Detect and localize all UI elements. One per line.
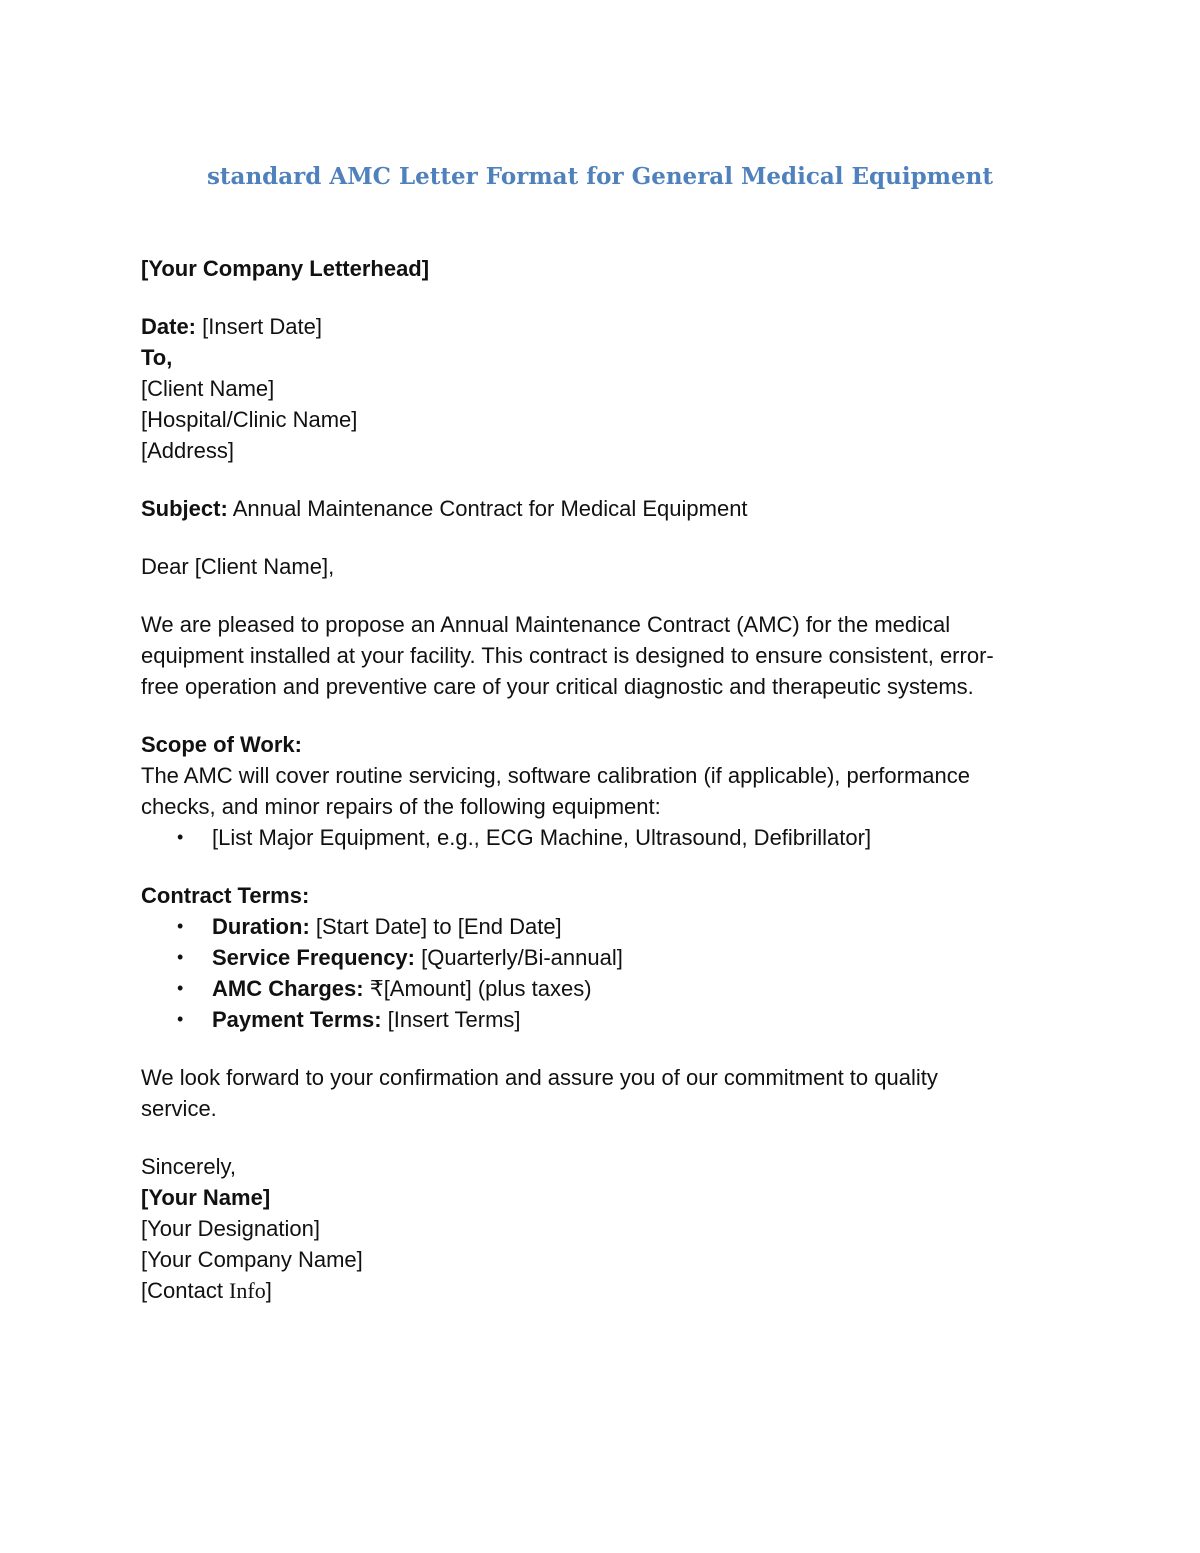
salutation: Dear [Client Name], — [141, 554, 335, 579]
recipient-hospital: [Hospital/Clinic Name] — [141, 407, 358, 432]
to-label: To, — [141, 345, 173, 370]
date-value: [Insert Date] — [196, 314, 322, 339]
intro-line: equipment installed at your facility. This contract is designed to ensure consistent, error- — [141, 643, 994, 668]
letter-body — [141, 253, 1071, 1306]
terms-heading: Contract Terms: — [141, 883, 310, 908]
term-label: Payment Terms: — [212, 1007, 382, 1032]
list-item — [141, 973, 1071, 1004]
list-item — [141, 942, 1071, 973]
contact-word: Info — [229, 1278, 266, 1303]
term-value: ₹[Amount] (plus taxes) — [363, 976, 592, 1001]
signer-designation: [Your Designation] — [141, 1216, 320, 1241]
bullet-icon: • — [177, 916, 184, 936]
list-item — [141, 911, 1071, 942]
equipment-list — [141, 822, 1071, 853]
subject-value: Annual Maintenance Contract for Medical Equipment — [227, 496, 748, 521]
closing-line: We look forward to your confirmation and assure you of our commitment to quality — [141, 1065, 938, 1090]
date-line — [141, 311, 1071, 342]
signer-name: [Your Name] — [141, 1185, 271, 1210]
scope-line: checks, and minor repairs of the following equipment: — [141, 794, 661, 819]
term-label: Service Frequency: — [212, 945, 415, 970]
valediction: Sincerely, — [141, 1154, 236, 1179]
term-value: [Insert Terms] — [381, 1007, 521, 1032]
list-item — [141, 822, 1071, 853]
term-value: [Start Date] to [End Date] — [309, 914, 562, 939]
intro-paragraph — [141, 609, 1071, 702]
recipient-address: [Address] — [141, 438, 234, 463]
term-label: AMC Charges: — [212, 976, 364, 1001]
letterhead-placeholder: [Your Company Letterhead] — [141, 256, 430, 281]
recipient-client-name: [Client Name] — [141, 376, 275, 401]
scope-line: The AMC will cover routine servicing, software calibration (if applicable), performance — [141, 763, 971, 788]
signer-contact — [141, 1275, 1071, 1306]
closing-line: service. — [141, 1096, 217, 1121]
contact-suffix: ] — [265, 1278, 272, 1303]
contact-prefix: [Contact — [141, 1278, 230, 1303]
equipment-item-text: [List Major Equipment, e.g., ECG Machine, Ultrasound, Defibrillator] — [212, 825, 872, 850]
bullet-icon: • — [177, 1009, 184, 1029]
intro-line: free operation and preventive care of your critical diagnostic and therapeutic systems. — [141, 674, 974, 699]
closing-paragraph — [141, 1062, 1071, 1124]
subject-label: Subject: — [141, 496, 228, 521]
list-item — [141, 1004, 1071, 1035]
term-value: [Quarterly/Bi-annual] — [414, 945, 623, 970]
signer-company: [Your Company Name] — [141, 1247, 363, 1272]
bullet-icon: • — [177, 827, 184, 847]
bullet-icon: • — [177, 978, 184, 998]
intro-line: We are pleased to propose an Annual Maintenance Contract (AMC) for the medical — [141, 612, 951, 637]
document-title: standard AMC Letter Format for General Medical Equipment — [206, 163, 993, 190]
date-label: Date: — [141, 314, 197, 339]
subject-line — [141, 493, 1071, 524]
term-label: Duration: — [212, 914, 310, 939]
terms-list — [141, 911, 1071, 1035]
bullet-icon: • — [177, 947, 184, 967]
scope-heading: Scope of Work: — [141, 732, 302, 757]
